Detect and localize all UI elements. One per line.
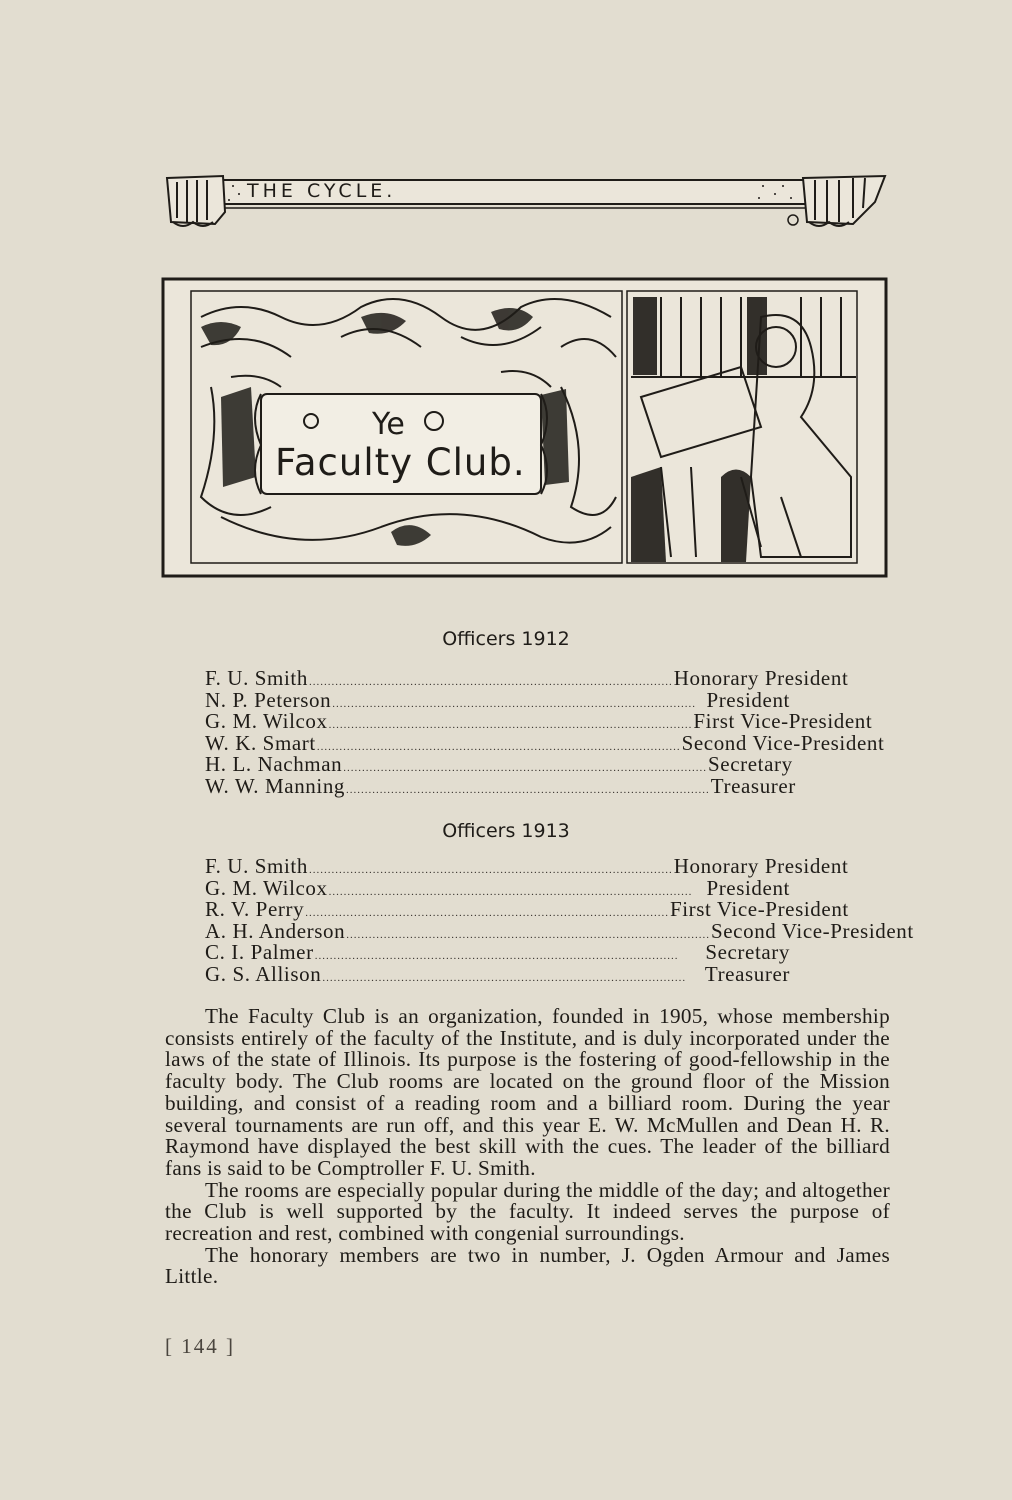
officer-name: R. V. Perry bbox=[205, 897, 305, 922]
officer-name: A. H. Anderson bbox=[205, 918, 346, 943]
officer-row bbox=[205, 940, 790, 965]
officer-title: First Vice-President bbox=[693, 709, 873, 734]
officers-1913-list bbox=[205, 854, 914, 986]
illustration-title-ye: Ye bbox=[372, 407, 405, 442]
running-header-banner bbox=[163, 172, 889, 230]
officer-title: Secretary bbox=[705, 940, 790, 965]
leader-dots: ................................................................................................. bbox=[308, 864, 673, 876]
body-paragraph: The rooms are especially popular during the middle of the day; and altogether the Club is well supported by the faculty. It indeed serves the purpose of recreation and rest, combined with congenial surroundings. bbox=[165, 1177, 890, 1246]
officer-row bbox=[205, 854, 849, 878]
officer-title: President bbox=[706, 687, 790, 712]
leader-dots: ................................................................................................. bbox=[328, 719, 693, 732]
officer-row bbox=[205, 897, 849, 922]
officer-row bbox=[205, 709, 873, 734]
leader-dots: ................................................................................................. bbox=[328, 885, 693, 898]
officer-name: G. M. Wilcox bbox=[205, 875, 328, 900]
officer-title: Second Vice-President bbox=[710, 918, 914, 943]
leader-dots: ................................................................................................. bbox=[346, 928, 710, 941]
leader-dots: ................................................................................................. bbox=[308, 676, 673, 688]
officer-name: F. U. Smith bbox=[205, 854, 308, 878]
leader-dots: ................................................................................................. bbox=[332, 697, 696, 710]
officer-name: W. K. Smart bbox=[205, 730, 316, 755]
leader-dots: ................................................................................................. bbox=[305, 907, 669, 920]
body-paragraph: The Faculty Club is an organization, founded in 1905, whose membership consists entirely of the faculty of the Institute, and is duly incorporated under the laws of the state of Illinois. Its purpose is the fostering of good-fellowship in the faculty body. The Club rooms are located on the ground floor of the Mission building, and consist of a reading room and a billiard room. During the year several tournaments are run off, and this year E. W. McMullen and Dean H. R. Raymond have displayed the best skill with the cues. The leader of the billiard fans is said to be Comptroller F. U. Smith. bbox=[165, 1004, 890, 1180]
leader-dots: ................................................................................................. bbox=[346, 783, 710, 796]
body-paragraph: The honorary members are two in number, J. Ogden Armour and James Little. bbox=[165, 1242, 890, 1289]
leader-dots: ................................................................................................. bbox=[316, 740, 681, 753]
officers-1913-heading: Officers 1913 bbox=[442, 820, 570, 842]
page-number: [ 144 ] bbox=[165, 1334, 235, 1358]
officer-title: Treasurer bbox=[704, 961, 790, 986]
officer-row bbox=[205, 730, 885, 755]
officer-title: President bbox=[706, 875, 790, 900]
illustration-title-faculty-club: Faculty Club. bbox=[275, 441, 526, 484]
illustration-artwork bbox=[161, 277, 888, 578]
officer-row bbox=[205, 962, 790, 984]
officer-name: G. M. Wilcox bbox=[205, 709, 328, 734]
body-text bbox=[165, 1006, 890, 1288]
officer-row bbox=[205, 773, 796, 798]
leader-dots: ................................................................................................. bbox=[322, 971, 687, 984]
leader-dots: ................................................................................................. bbox=[343, 762, 708, 775]
officer-row bbox=[205, 666, 849, 690]
officers-1912-list bbox=[205, 666, 885, 798]
officer-title: Secretary bbox=[708, 752, 793, 777]
officer-title: Second Vice-President bbox=[681, 730, 885, 755]
officer-name: F. U. Smith bbox=[205, 666, 308, 690]
officer-title: Treasurer bbox=[710, 773, 796, 798]
officer-name: H. L. Nachman bbox=[205, 752, 343, 777]
officer-title: First Vice-President bbox=[669, 897, 849, 922]
faculty-club-illustration bbox=[161, 277, 888, 578]
officers-1912-heading: Officers 1912 bbox=[442, 628, 570, 650]
officer-name: C. I. Palmer bbox=[205, 940, 314, 965]
leader-dots: ................................................................................................. bbox=[314, 950, 679, 963]
officer-title: Honorary President bbox=[673, 666, 849, 690]
officer-name: N. P. Peterson bbox=[205, 687, 332, 712]
officer-name: W. W. Manning bbox=[205, 773, 346, 798]
officer-title: Honorary President bbox=[673, 854, 849, 878]
running-title: THE CYCLE. bbox=[247, 180, 397, 202]
officer-name: G. S. Allison bbox=[205, 961, 322, 986]
